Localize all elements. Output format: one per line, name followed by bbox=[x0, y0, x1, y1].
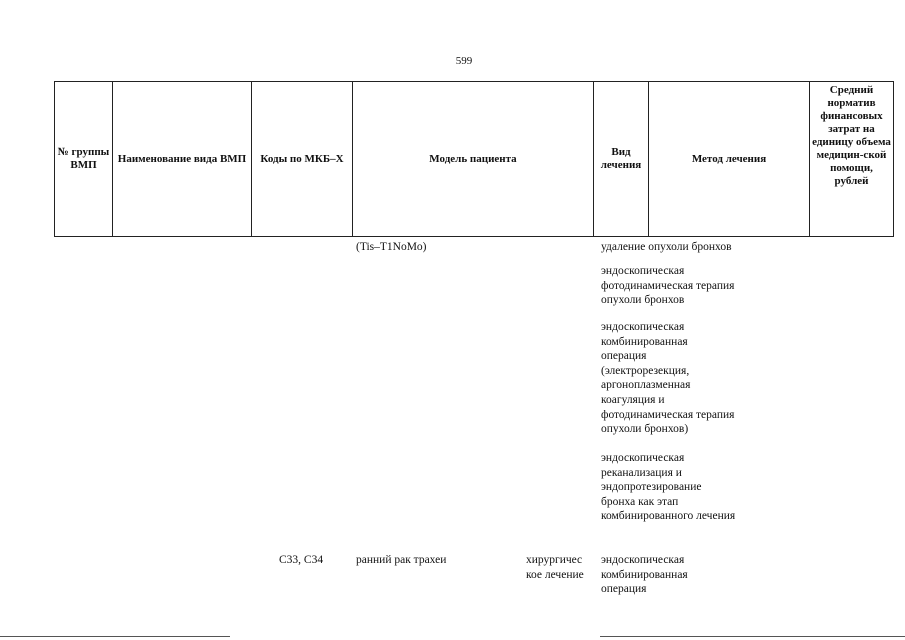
mkb-codes-cell: C33, C34 bbox=[279, 554, 324, 566]
treatment-method-cell: эндоскопическая реканализация и эндопротезирование бронха как этап комбинированного лечения bbox=[601, 452, 736, 523]
scan-artifact-line bbox=[0, 636, 230, 637]
column-header-patient-model: Модель пациента bbox=[353, 82, 594, 237]
scan-artifact-line bbox=[600, 636, 905, 637]
column-header-treatment-method: Метод лечения bbox=[649, 82, 810, 237]
column-header-vmp-name: Наименование вида ВМП bbox=[113, 82, 252, 237]
column-header-mkb-codes: Коды по МКБ–Х bbox=[252, 82, 353, 237]
treatment-method-cell: удаление опухоли бронхов bbox=[601, 241, 732, 253]
treatment-method-cell: эндоскопическая комбинированная операция bbox=[601, 554, 688, 596]
table-header bbox=[54, 81, 894, 237]
treatment-type-cell: хирургичес кое лечение bbox=[526, 554, 584, 581]
column-header-treatment-type: Вид лечения bbox=[594, 82, 649, 237]
page-number: 599 bbox=[455, 55, 473, 67]
patient-model-cell: (Tis–T1NoMo) bbox=[356, 241, 427, 253]
treatment-method-cell: эндоскопическая комбинированная операция (электрорезекция, аргоноплазменная коагуляция и фотодинамическая терапия опухоли бронхов) bbox=[601, 321, 735, 436]
patient-model-cell: ранний рак трахеи bbox=[356, 554, 447, 566]
column-header-average-cost: Средний норматив финансовых затрат на единицу объема медицин-ской помощи, рублей bbox=[810, 82, 894, 237]
column-header-group-number: № группы ВМП bbox=[55, 82, 113, 237]
treatment-method-cell: эндоскопическая фотодинамическая терапия опухоли бронхов bbox=[601, 265, 735, 307]
